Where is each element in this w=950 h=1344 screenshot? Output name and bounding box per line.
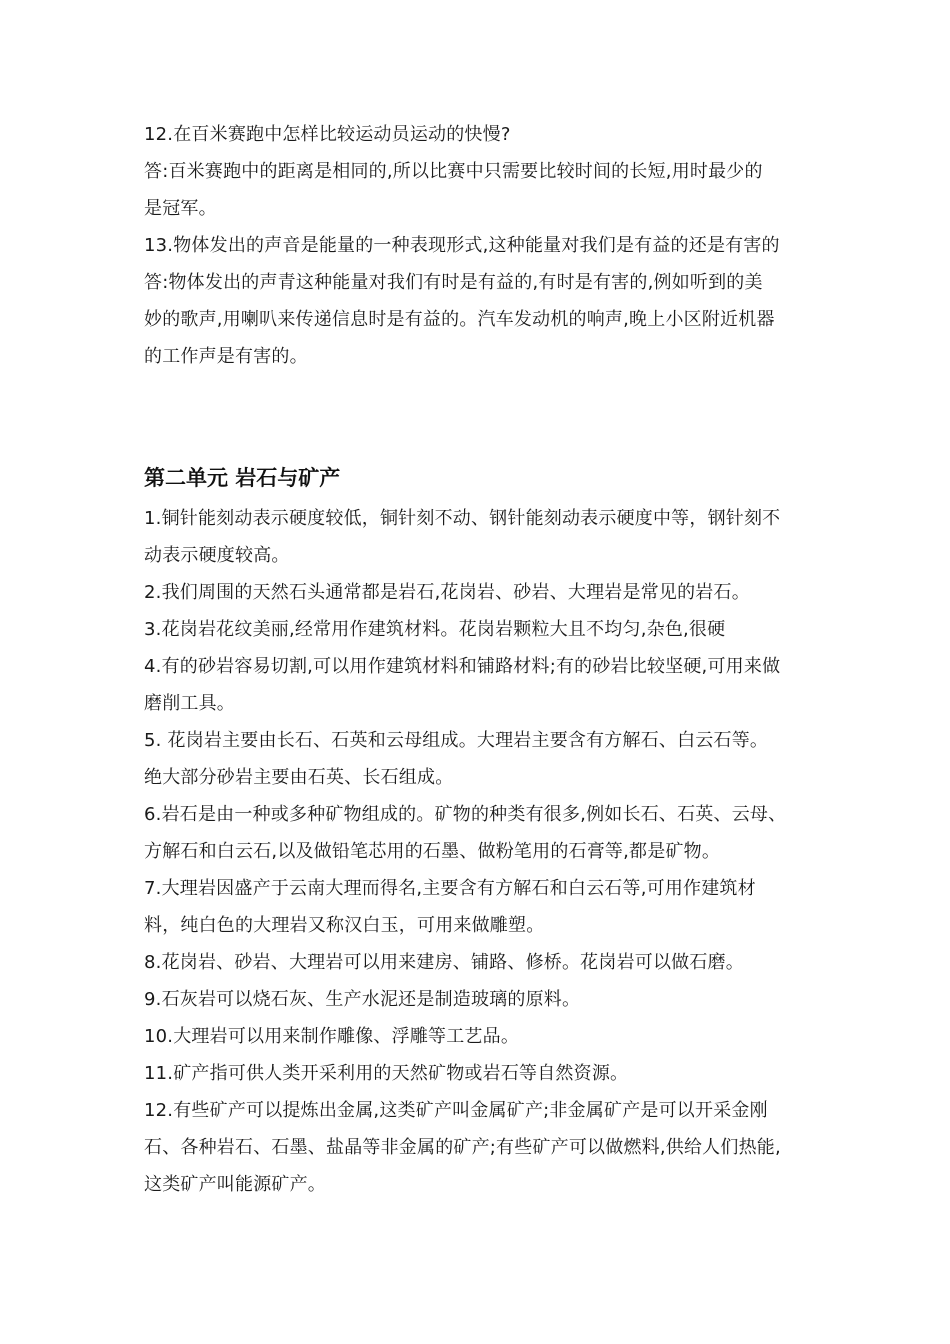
question-12-line: 12.在百米赛跑中怎样比较运动员运动的快慢? [144,124,511,145]
answer-12-line-1: 答:百米赛跑中的距离是相同的,所以比赛中只需要比较时间的长短,用时最少的 [144,161,763,182]
point-5-line-1: 5. 花岗岩主要由长石、石英和云母组成。大理岩主要含有方解石、白云石等。 [144,730,769,751]
point-1-line-2: 动表示硬度较高。 [144,545,290,566]
point-6-line-1: 6.岩石是由一种或多种矿物组成的。矿物的种类有很多,例如长石、石英、云母、 [144,804,787,825]
point-1-line-1: 1.铜针能刻动表示硬度较低，铜针刻不动、钢针能刻动表示硬度中等，钢针刻不 [144,508,781,529]
answer-12-line-2: 是冠军。 [144,198,217,219]
unit1-qa-section [144,116,810,375]
point-7-line-1: 7.大理岩因盛产于云南大理而得名,主要含有方解石和白云石等,可用作建筑材 [144,878,756,899]
point-8-line: 8.花岗岩、砂岩、大理岩可以用来建房、铺路、修桥。花岗岩可以做石磨。 [144,952,744,973]
answer-13-line-1: 答:物体发出的声青这种能量对我们有时是有益的,有时是有害的,例如听到的美 [144,272,763,293]
point-12-line-3: 这类矿产叫能源矿产。 [144,1174,326,1195]
point-3-line: 3.花岗岩花纹美丽,经常用作建筑材料。花岗岩颗粒大且不均匀,杂色,很硬 [144,619,726,640]
point-4-line-1: 4.有的砂岩容易切割,可以用作建筑材料和铺路材料;有的砂岩比较坚硬,可用来做 [144,656,781,677]
point-11-line: 11.矿产指可供人类开采利用的天然矿物或岩石等自然资源。 [144,1063,629,1084]
unit2-heading: 第二单元 岩石与矿产 [144,466,341,490]
point-5-line-2: 绝大部分砂岩主要由石英、长石组成。 [144,767,454,788]
unit2-points-section [144,500,810,1203]
point-7-line-2: 料，纯白色的大理岩又称汉白玉，可用来做雕塑。 [144,915,545,936]
point-12-line-2: 石、各种岩石、石墨、盐晶等非金属的矿产;有些矿产可以做燃料,供给人们热能, [144,1137,781,1158]
answer-13-line-2: 妙的歌声,用喇叭来传递信息时是有益的。汽车发动机的响声,晚上小区附近机器 [144,309,775,330]
point-2-line: 2.我们周围的天然石头通常都是岩石,花岗岩、砂岩、大理岩是常见的岩石。 [144,582,750,603]
point-10-line: 10.大理岩可以用来制作雕像、浮雕等工艺品。 [144,1026,520,1047]
point-4-line-2: 磨削工具。 [144,693,235,714]
answer-13-line-3: 的工作声是有害的。 [144,346,308,367]
point-6-line-2: 方解石和白云石,以及做铅笔芯用的石墨、做粉笔用的石膏等,都是矿物。 [144,841,721,862]
question-13-line: 13.物体发出的声音是能量的一种表现形式,这种能量对我们是有益的还是有害的 [144,235,780,256]
point-9-line: 9.石灰岩可以烧石灰、生产水泥还是制造玻璃的原料。 [144,989,581,1010]
point-12-line-1: 12.有些矿产可以提炼出金属,这类矿产叫金属矿产;非金属矿产是可以开采金刚 [144,1100,768,1121]
